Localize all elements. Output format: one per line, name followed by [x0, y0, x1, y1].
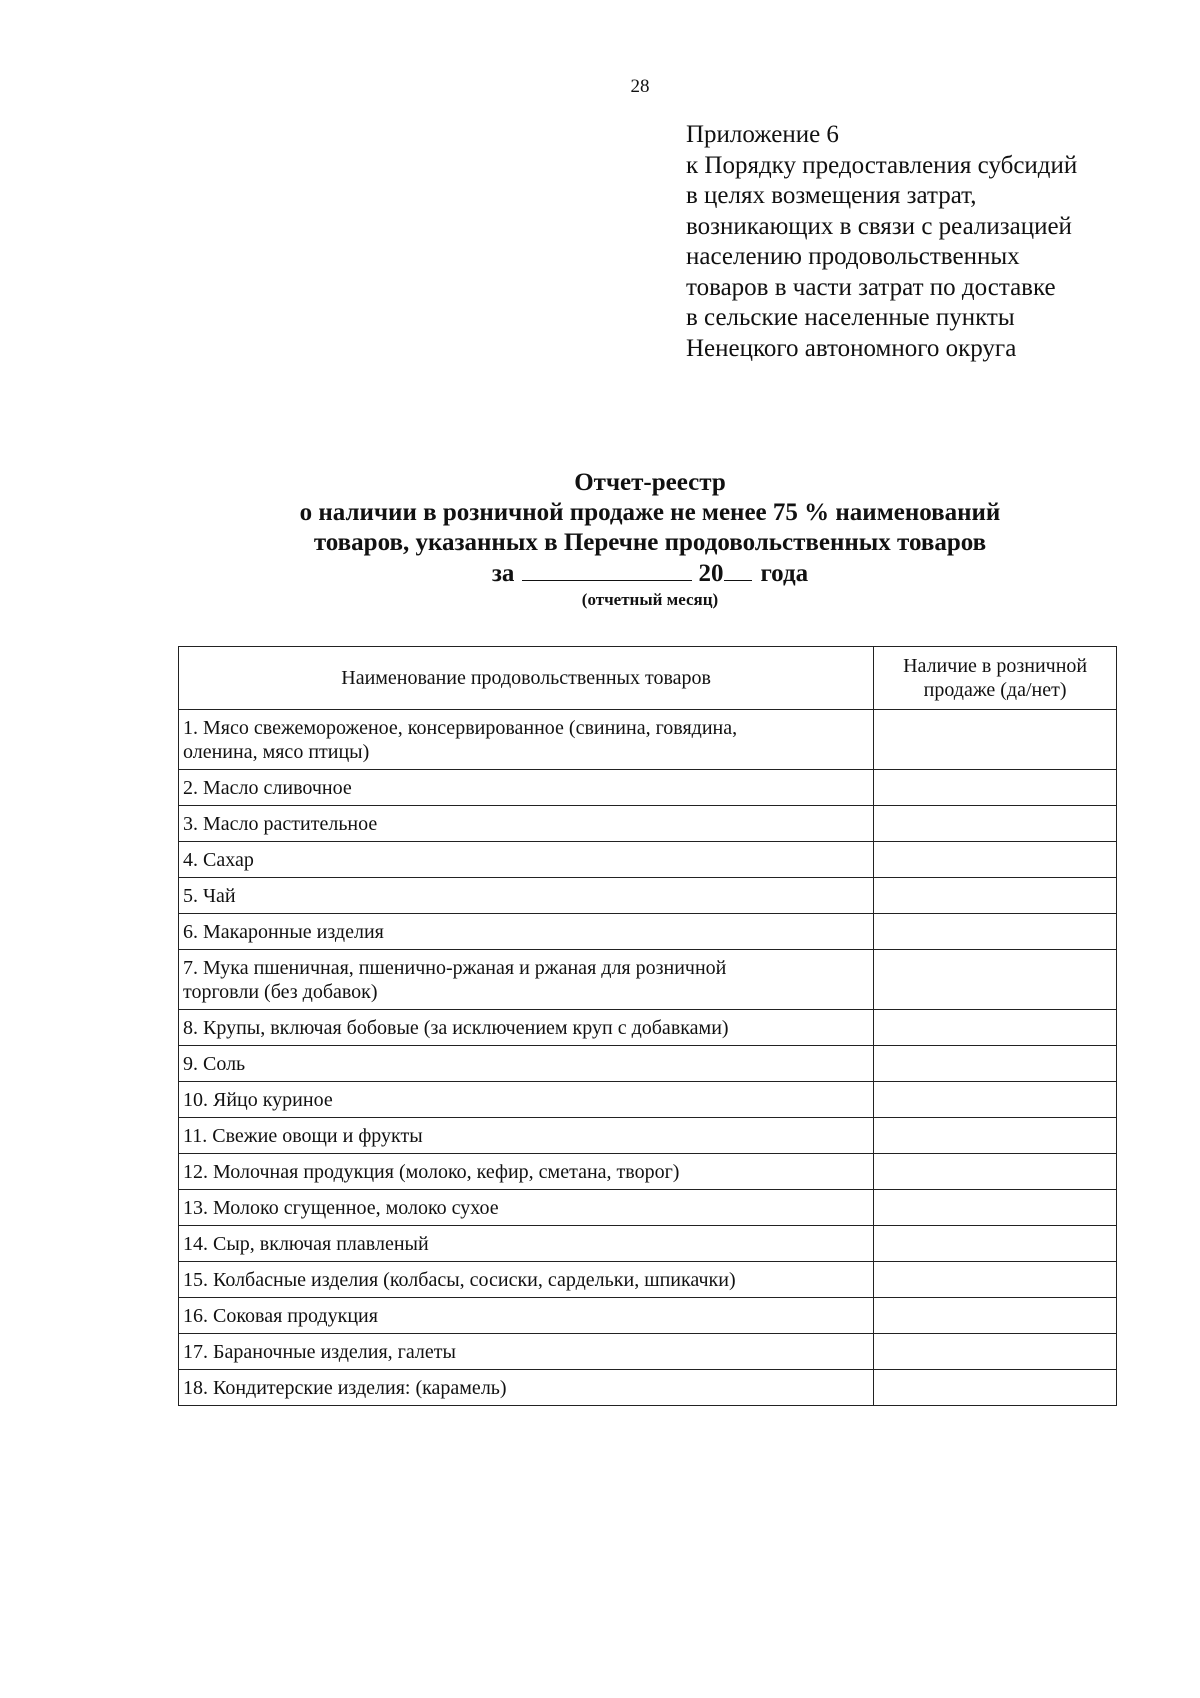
availability-cell[interactable] — [874, 950, 1117, 1010]
table-row — [179, 1118, 1117, 1154]
products-table — [178, 646, 1117, 1406]
title-heading: Отчет-реестр — [574, 469, 726, 496]
product-name-cell: 5. Чай — [179, 878, 874, 914]
availability-cell[interactable] — [874, 842, 1117, 878]
product-name-cell: 6. Макаронные изделия — [179, 914, 874, 950]
period-prefix: за — [491, 560, 515, 587]
title-subheading: товаров, указанных в Перечне продовольственных товаров — [313, 529, 987, 556]
product-name-cell: 8. Крупы, включая бобовые (за исключением круп с добавками) — [179, 1010, 874, 1046]
table-row — [179, 1370, 1117, 1406]
product-name-cell: 15. Колбасные изделия (колбасы, сосиски, сардельки, шпикачки) — [179, 1262, 874, 1298]
availability-cell[interactable] — [874, 770, 1117, 806]
table-row — [179, 1190, 1117, 1226]
reporting-period — [150, 558, 1150, 589]
product-name-cell: 16. Соковая продукция — [179, 1298, 874, 1334]
header-availability: Наличие в розничной продаже (да/нет) — [874, 647, 1117, 710]
table-row — [179, 1154, 1117, 1190]
table-row — [179, 1082, 1117, 1118]
period-caption: (отчетный месяц) — [581, 590, 719, 609]
product-name-cell: 11. Свежие овощи и фрукты — [179, 1118, 874, 1154]
appendix-line: в целях возмещения затрат, — [686, 182, 977, 209]
table-row — [179, 1334, 1117, 1370]
period-suffix: года — [760, 560, 809, 587]
table-row — [179, 950, 1117, 1010]
appendix-line: населению продовольственных — [686, 243, 1020, 270]
table-row — [179, 710, 1117, 770]
year-blank-field[interactable] — [724, 558, 752, 581]
product-name-cell: 1. Мясо свежемороженое, консервированное (свинина, говядина, оленина, мясо птицы) — [179, 710, 874, 770]
appendix-reference — [686, 120, 1077, 364]
period-year: 20 — [698, 560, 724, 587]
page-number: 28 — [630, 76, 650, 97]
table-row — [179, 1298, 1117, 1334]
appendix-line: товаров в части затрат по доставке — [686, 273, 1056, 301]
product-name-cell: 7. Мука пшеничная, пшенично-ржаная и ржаная для розничной торговли (без добавок) — [179, 950, 874, 1010]
product-name-cell: 12. Молочная продукция (молоко, кефир, сметана, творог) — [179, 1154, 874, 1190]
availability-cell[interactable] — [874, 1370, 1117, 1406]
table-row — [179, 842, 1117, 878]
product-name-cell: 9. Соль — [179, 1046, 874, 1082]
availability-cell[interactable] — [874, 1046, 1117, 1082]
table-row — [179, 914, 1117, 950]
table-row — [179, 770, 1117, 806]
availability-cell[interactable] — [874, 878, 1117, 914]
table-row — [179, 1262, 1117, 1298]
availability-cell[interactable] — [874, 806, 1117, 842]
table-row — [179, 1226, 1117, 1262]
product-name-cell: 14. Сыр, включая плавленый — [179, 1226, 874, 1262]
table-row — [179, 806, 1117, 842]
product-name-cell: 10. Яйцо куриное — [179, 1082, 874, 1118]
availability-cell[interactable] — [874, 1154, 1117, 1190]
availability-cell[interactable] — [874, 1190, 1117, 1226]
report-title — [150, 468, 1150, 610]
product-name-cell: 2. Масло сливочное — [179, 770, 874, 806]
availability-cell[interactable] — [874, 1226, 1117, 1262]
availability-cell[interactable] — [874, 1118, 1117, 1154]
appendix-line: Приложение 6 — [686, 121, 839, 148]
availability-cell[interactable] — [874, 1082, 1117, 1118]
table-header-row — [179, 647, 1117, 710]
availability-cell[interactable] — [874, 1010, 1117, 1046]
appendix-line: в сельские населенные пункты — [686, 304, 1015, 331]
header-product-name: Наименование продовольственных товаров — [179, 647, 874, 710]
availability-cell[interactable] — [874, 1334, 1117, 1370]
table-row — [179, 878, 1117, 914]
product-name-cell: 3. Масло растительное — [179, 806, 874, 842]
title-subheading: о наличии в розничной продаже не менее 75 % наименований — [299, 499, 1001, 526]
month-blank-field[interactable] — [522, 558, 692, 581]
appendix-line: возникающих в связи с реализацией — [686, 212, 1072, 240]
product-name-cell: 13. Молоко сгущенное, молоко сухое — [179, 1190, 874, 1226]
product-name-cell: 4. Сахар — [179, 842, 874, 878]
product-name-cell: 18. Кондитерские изделия: (карамель) — [179, 1370, 874, 1406]
table-row — [179, 1046, 1117, 1082]
appendix-line: к Порядку предоставления субсидий — [686, 151, 1078, 179]
appendix-line: Ненецкого автономного округа — [686, 334, 1017, 362]
availability-cell[interactable] — [874, 1298, 1117, 1334]
availability-cell[interactable] — [874, 1262, 1117, 1298]
product-name-cell: 17. Бараночные изделия, галеты — [179, 1334, 874, 1370]
availability-cell[interactable] — [874, 710, 1117, 770]
availability-cell[interactable] — [874, 914, 1117, 950]
table-row — [179, 1010, 1117, 1046]
